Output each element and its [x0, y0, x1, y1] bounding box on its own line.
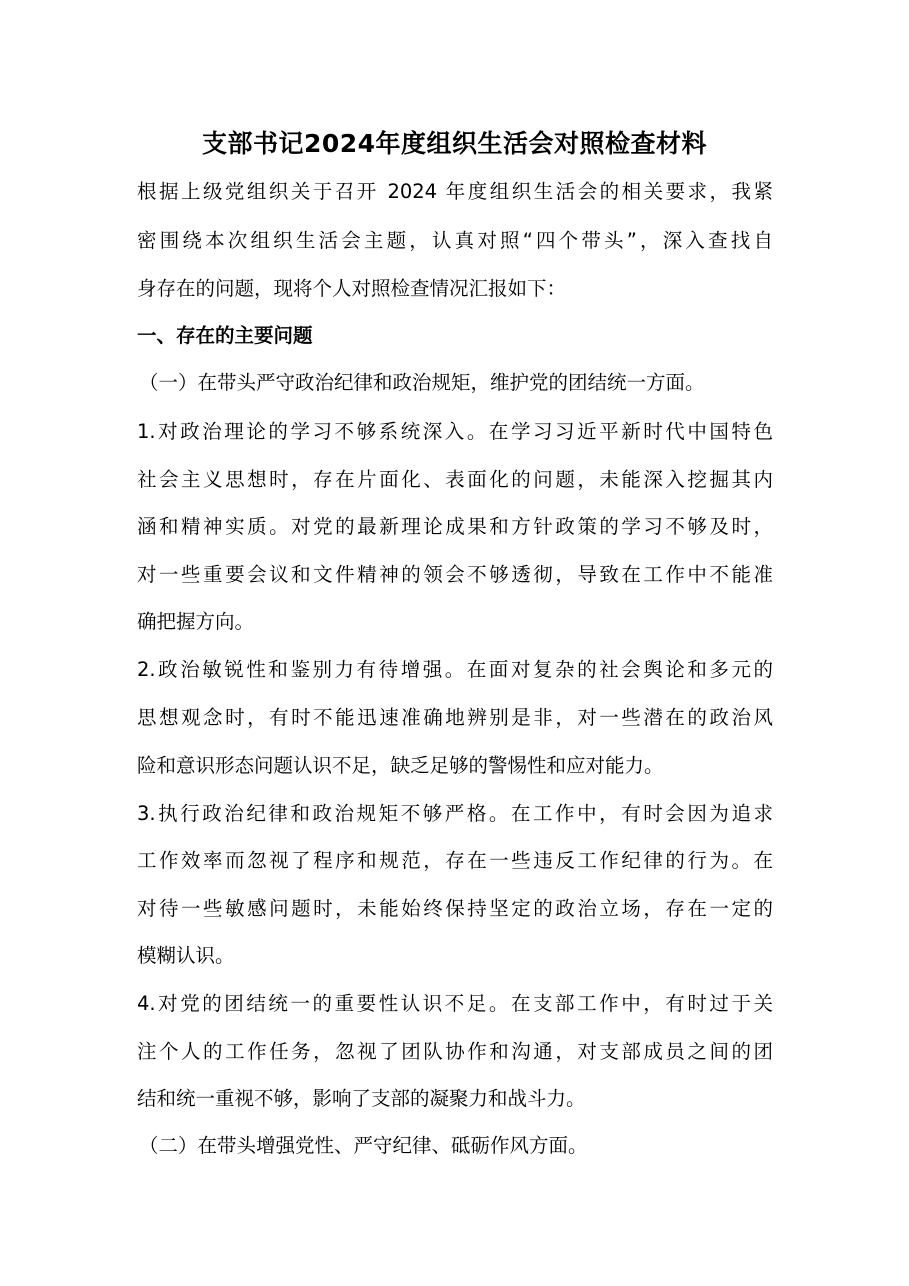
paragraph-line: 结和统一重视不够，影响了支部的凝聚力和战斗力。 [137, 1087, 586, 1110]
paragraph-line: 身存在的问题，现将个人对照检查情况汇报如下： [137, 277, 567, 300]
paragraph-line: 确把握方向。 [137, 610, 255, 633]
subsection-heading: （二）在带头增强党性、严守纪律、砥砺作风方面。 [139, 1134, 588, 1157]
paragraph-line: 险和意识形态问题认识不足，缺乏足够的警惕性和应对能力。 [137, 754, 664, 777]
paragraph-line: 1.对政治理论的学习不够系统深入。在学习习近平新时代中国特色 [137, 420, 773, 443]
paragraph-line: 根据上级党组织关于召开 2024 年度组织生活会的相关要求，我紧 [137, 180, 773, 203]
paragraph-line: 注个人的工作任务，忽视了团队协作和沟通，对支部成员之间的团 [137, 1040, 773, 1063]
paragraph-line: 2.政治敏锐性和鉴别力有待增强。在面对复杂的社会舆论和多元的 [137, 658, 773, 681]
paragraph-line: 对一些重要会议和文件精神的领会不够透彻，导致在工作中不能准 [137, 563, 773, 586]
paragraph-line: 社会主义思想时，存在片面化、表面化的问题，未能深入挖掘其内 [137, 468, 773, 491]
document-title: 支部书记2024年度组织生活会对照检查材料 [201, 129, 708, 158]
paragraph-line: 4.对党的团结统一的重要性认识不足。在支部工作中，有时过于关 [137, 992, 773, 1015]
paragraph-line: 思想观念时，有时不能迅速准确地辨别是非，对一些潜在的政治风 [137, 706, 773, 729]
paragraph-line: 3.执行政治纪律和政治规矩不够严格。在工作中，有时会因为追求 [137, 802, 773, 825]
paragraph-line: 工作效率而忽视了程序和规范，存在一些违反工作纪律的行为。在 [137, 849, 773, 872]
section-heading: 一、存在的主要问题 [137, 324, 313, 347]
paragraph-line: 模糊认识。 [137, 944, 235, 967]
paragraph-line: 对待一些敏感问题时，未能始终保持坚定的政治立场，存在一定的 [137, 897, 773, 920]
paragraph-line: 涵和精神实质。对党的最新理论成果和方针政策的学习不够及时， [137, 515, 773, 538]
paragraph-line: 密围绕本次组织生活会主题，认真对照“四个带头”，深入查找自 [137, 229, 773, 252]
subsection-heading: （一）在带头严守政治纪律和政治规矩，维护党的团结统一方面。 [139, 371, 705, 394]
